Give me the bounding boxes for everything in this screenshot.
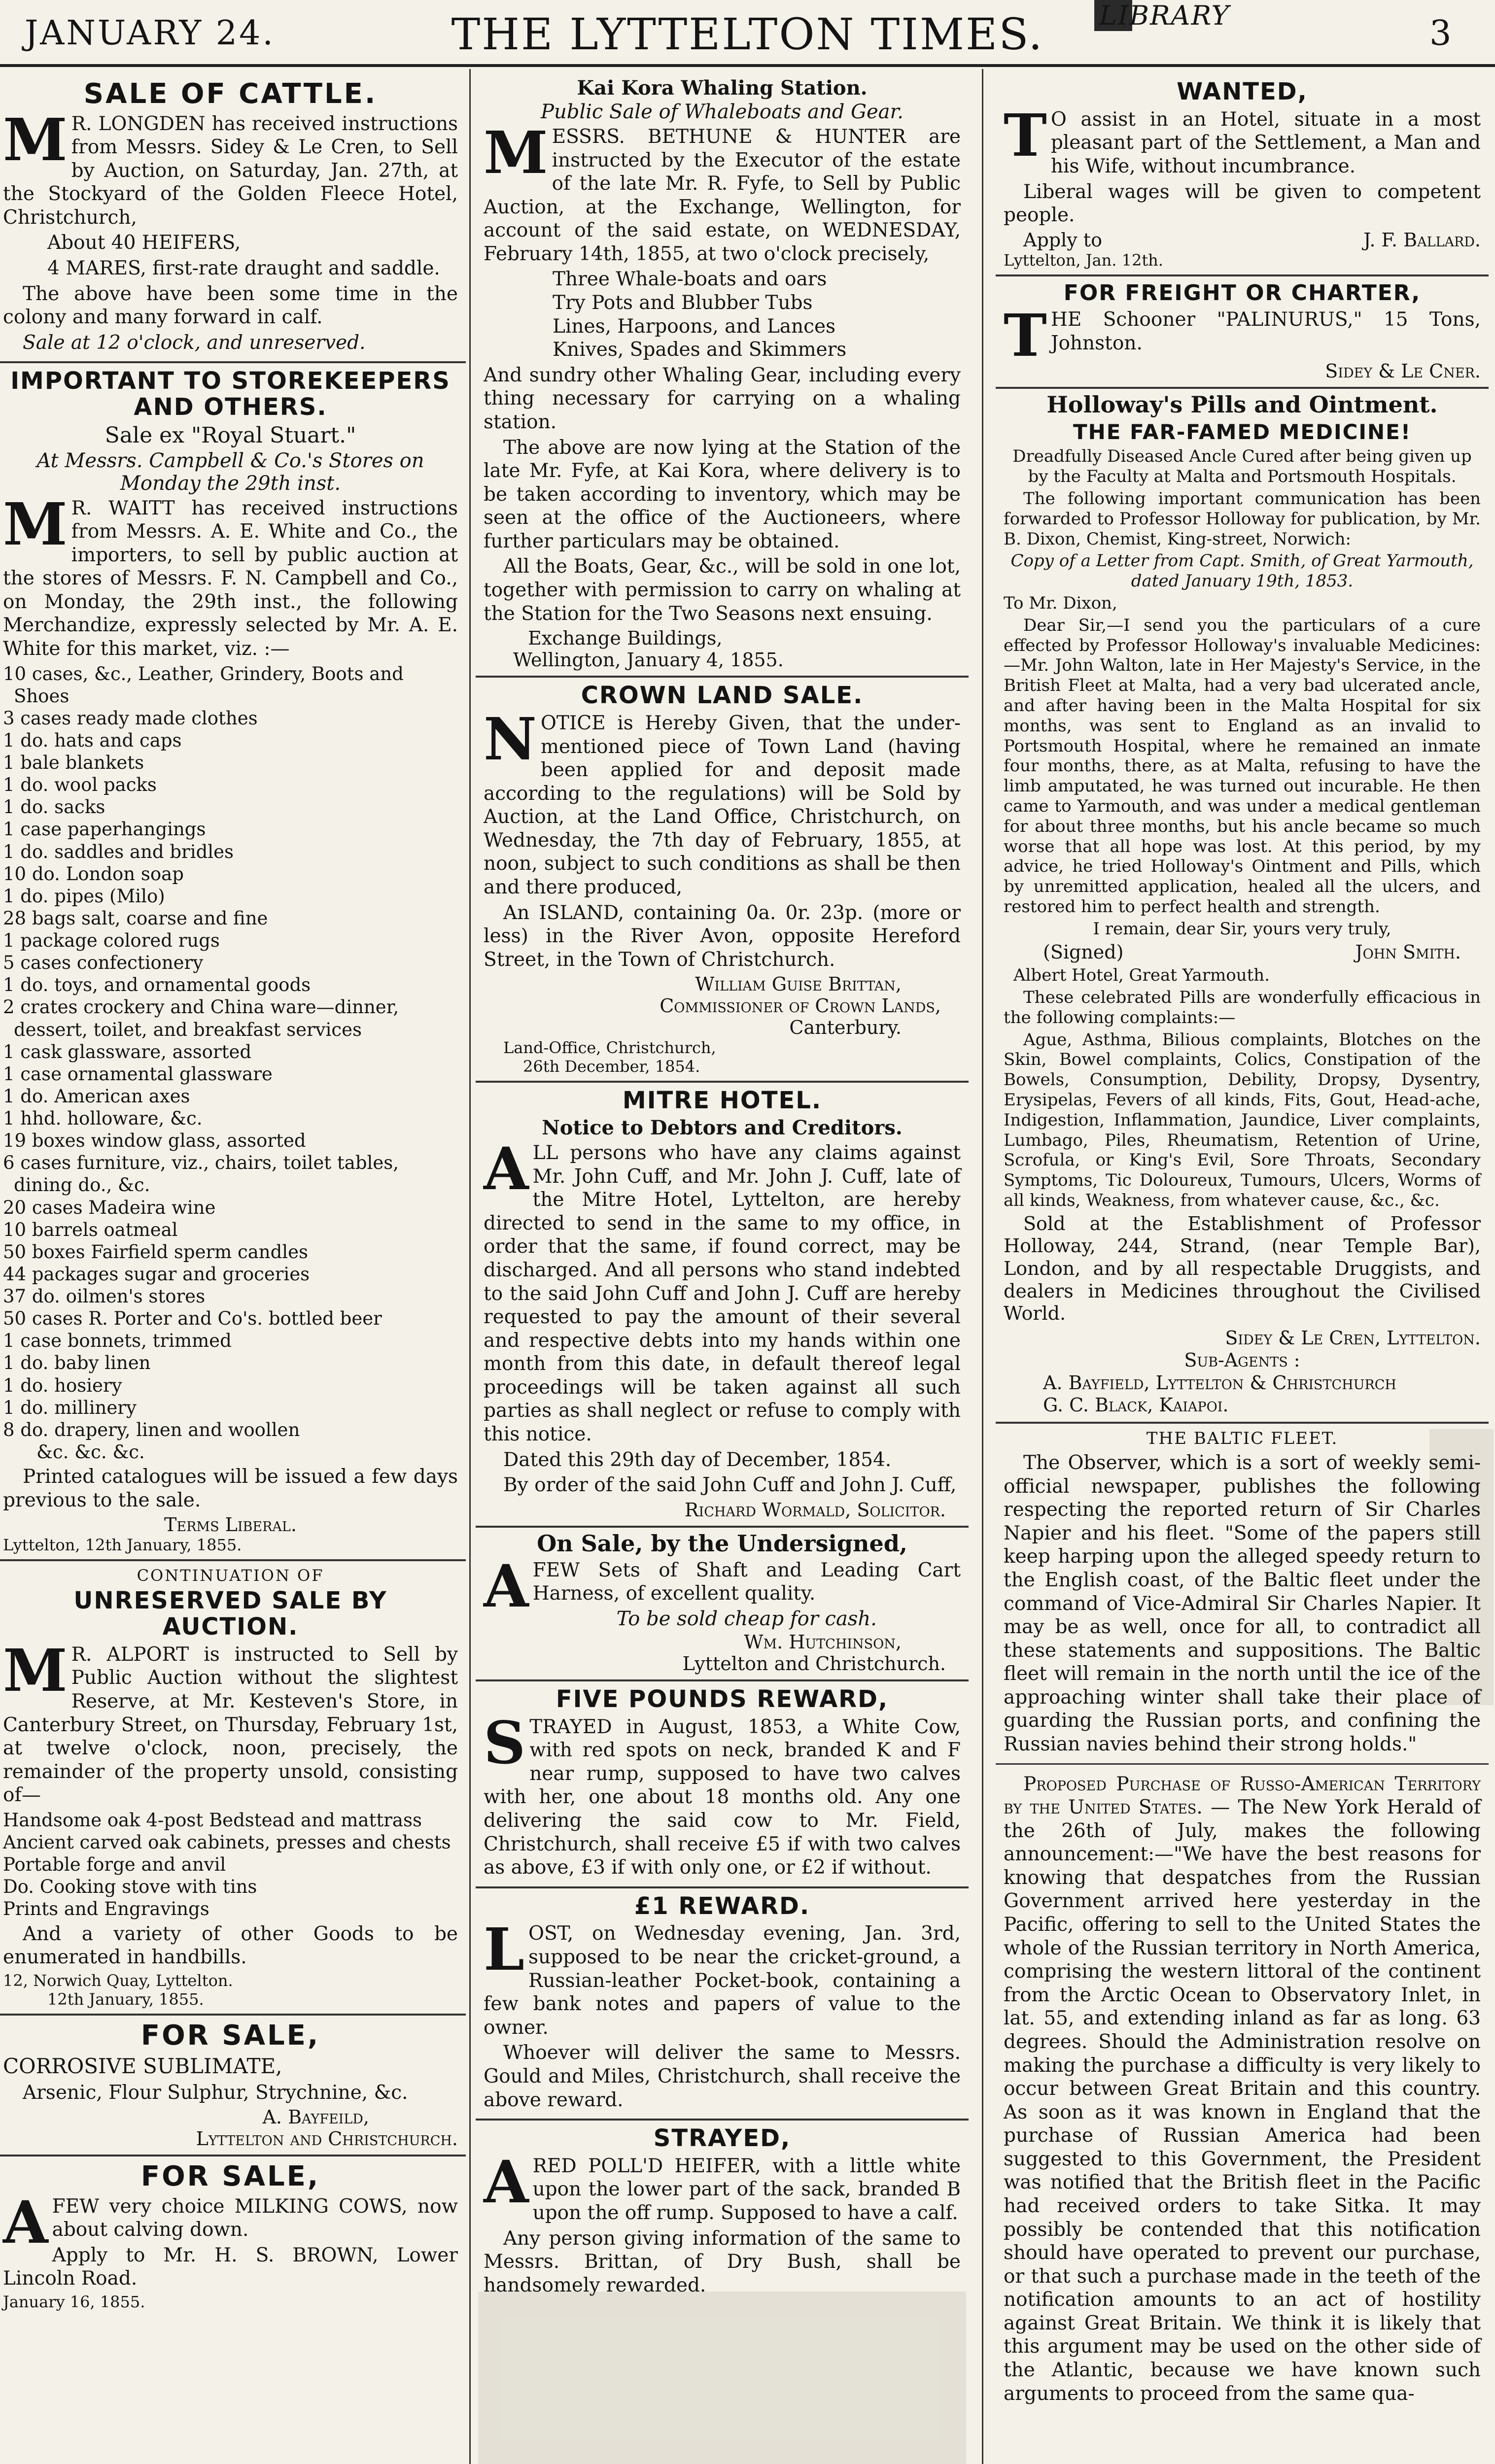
list-item: 1 bale blankets [3,752,144,774]
ad-line: Dated this 29th day of December, 1854. [503,1448,892,1471]
ad-line: Whoever will deliver the same to Messrs. Gould and Miles, Christchurch, shall receive the above reward. [484,2042,961,2111]
ad-apply: Apply to [1023,229,1102,251]
list-item: 37 do. oilmen's stores [3,1286,206,1307]
drop-cap: T [1004,101,1047,170]
ad-headline: Kai Kora Whaling Station. [577,76,868,100]
ad-line: An ISLAND, containing 0a. 0r. 23p. (more or less) in the River Avon, opposite Hereford Street, in the Town of Christchurch. [484,901,961,971]
ad-headline: IMPORTANT TO STOREKEEPERS AND OTHERS. [10,367,451,421]
ad-terms: Terms Liberal. [164,1514,297,1536]
ad-signature: Sidey & Le Cren, Lyttelton. [1225,1327,1481,1349]
ad-corrosive-sublimate [0,2016,466,2156]
drop-cap: A [484,2147,529,2216]
ad-subhead: To be sold cheap for cash. [616,1607,877,1630]
list-item: 19 boxes window glass, assorted [3,1130,306,1152]
list-item: Knives, Spades and Skimmers [553,339,847,361]
drop-cap: A [484,1551,529,1620]
ad-body: TRAYED in August, 1853, a White Cow, with red spots on neck, branded K and F near rump, supposed to have two calves with her, one about 18 months old. Any one delivering the said cow to Mr. Field, Christchurch, shall receive £5 if with two calves as above, £3 if with only one, or £2 if without. [484,1715,961,1879]
ad-line: Apply to Mr. H. S. BROWN, Lower Lincoln Road. [3,2244,458,2290]
ad-line: By order of the said John Cuff and John J. Cuff, [503,1474,957,1497]
ad-headline: CROWN LAND SALE. [581,682,864,710]
list-item: 6 cases furniture, viz., chairs, toilet tables, dining do., &c. [3,1152,399,1196]
list-item: 5 cases confectionery [3,952,204,974]
drop-cap: M [3,1636,68,1705]
ad-date: Lyttelton, Jan. 12th. [1004,250,1163,270]
list-item: 1 case ornamental glassware [3,1063,273,1085]
ad-signature: Richard Wormald, Solicitor. [684,1499,946,1521]
list-item: Lines, Harpoons, and Lances [553,315,836,338]
column-rule-1 [469,69,471,2464]
list-item: 28 bags salt, coarse and fine [3,907,268,929]
list-item: 44 packages sugar and groceries [3,1263,310,1285]
ad-body: OTICE is Hereby Given, that the under-mentioned piece of Town Land (having been applied for and deposit made according to the regulations) will be Sold by Auction, at the Land Office, Christchurch, on Wednesday, the 7th day of February, 1855, at noon, subject to such conditions as shall be then and there produced, [484,712,961,898]
ad-date: Lyttelton, 12th January, 1855. [3,1536,242,1555]
ad-line: 4 MARES, first-rate draught and saddle. [47,257,440,280]
ad-address: Exchange Buildings, [528,627,723,650]
list-item: 1 do. sacks [3,796,105,818]
column-2 [476,74,969,2464]
list-item: 50 cases R. Porter and Co's. bottled beer [3,1308,382,1330]
ad-milking-cows [0,2156,466,2316]
ad-cart-harness [476,1528,969,1681]
ad-storekeepers [0,363,466,1561]
drop-cap: A [484,1134,529,1203]
list-item: 1 package colored rugs [3,930,220,952]
ad-body: FEW Sets of Shaft and Leading Cart Harness, of excellent quality. [532,1559,961,1605]
ad-body: OST, on Wednesday evening, Jan. 3rd, supposed to be near the cricket-ground, a Russian-leather Pocket-book, containing a few bank notes and papers of value to the owner. [484,1922,961,2039]
merchandise-list [3,663,458,1464]
article-russo-american [996,1765,1489,2413]
list-item: &c. &c. &c. [36,1441,145,1463]
ad-signature: William Guise Brittan, [695,973,902,995]
ad-line: Sold at the Establishment of Professor Holloway, 244, Strand, (near Temple Bar), London, and by all respectable Druggists, and dealers in Medicines throughout the Civilised World. [1004,1212,1481,1325]
ad-line: To Mr. Dixon, [1004,593,1117,614]
ad-signed-row [1004,941,1481,964]
masthead-rule [0,64,1495,67]
ad-whaling-station [476,74,969,678]
ad-subhead: At Messrs. Campbell & Co.'s Stores on Monday the 29th inst. [36,449,424,495]
ad-agent: A. Bayfield, Lyttelton & Christchurch [1043,1371,1396,1394]
ad-signature: Commissioner of Crown Lands, [660,995,941,1017]
page-number: 3 [1429,13,1452,53]
ad-line: Copy of a Letter from Capt. Smith, of Great Yarmouth, dated January 19th, 1853. [1010,551,1474,591]
ad-subhead: Public Sale of Whaleboats and Gear. [541,101,904,123]
list-item: Three Whale-boats and oars [553,268,827,291]
ad-date: January 16, 1855. [3,2293,145,2311]
list-item: Do. Cooking stove with tins [3,1876,257,1898]
newspaper-title: THE LYTTELTON TIMES. [451,9,1044,60]
ad-line: The following important communication has been forwarded to Professor Holloway for publication, by Mr. B. Dixon, Chemist, King-street, Norwich: [1004,489,1481,549]
list-item: Handsome oak 4-post Bedstead and mattrass [3,1809,422,1831]
list-item: 1 do. saddles and bridles [3,841,234,862]
ad-crown-land-sale [476,678,969,1083]
list-item: 1 do. hats and caps [3,729,182,751]
column-rule-2 [982,69,983,2464]
ad-subagents: Sub-Agents : [1184,1349,1300,1371]
article-lead: Proposed Purchase of Russo-American Territory by the United States. [1004,1773,1481,1819]
list-item: 1 do. American axes [3,1085,190,1107]
ad-date: 12th January, 1855. [47,1989,204,2009]
list-item: 50 boxes Fairfield sperm candles [3,1241,309,1263]
list-item: 1 do. toys, and ornamental goods [3,974,311,996]
list-item: 1 do. baby linen [3,1352,151,1374]
ad-headline: FOR SALE, [140,2160,320,2193]
ad-line: The above have been some time in the colony and many forward in calf. [3,282,458,329]
column-3 [996,74,1489,2464]
ad-headline: STRAYED, [653,2124,791,2153]
ad-headline: WANTED, [1177,78,1308,105]
ad-date: 26th December, 1854. [523,1057,700,1076]
ad-signature: A. Bayfeild, [262,2106,369,2128]
ad-letter: Dear Sir,—I send you the particulars of a cure effected by Professor Holloway's invaluable Medicines:—Mr. John Walton, late in Her Majesty's Service, in the British Fleet at Malta, had a very bad ulcerated ancle, and after having been in the Malta Hospital for six months, was sent to England as an invalid to Portsmouth Hospital, where he remained an inmate four months, there, as at Malta, refusing to have the limb amputated, he was turned out incurable. He then came to Yarmouth, and was under a medical gentleman for about three months, but his ancle became so much worse that all hope was lost. At this period, by my advice, he tried Holloway's Ointment and Pills, which by unremitted application, healed all the ulcers, and restored him to perfect health and strength. [1004,615,1481,917]
ad-headline: £1 REWARD. [634,1892,810,1920]
ad-line: Albert Hotel, Great Yarmouth. [1013,965,1270,986]
ad-headline: FIVE POUNDS REWARD, [556,1685,889,1713]
ad-holloway-pills [996,389,1489,1424]
drop-cap: M [3,105,68,174]
list-item: 1 do. pipes (Milo) [3,885,165,907]
issue-date: JANUARY 24. [25,14,275,53]
ad-body: O assist in an Hotel, situate in a most pleasant part of the Settlement, a Man and his Wife, without incumbrance. [1050,108,1481,177]
ad-headline: On Sale, by the Undersigned, [537,1530,907,1557]
ad-freight-charter [996,276,1489,389]
list-item: 1 do. hosiery [3,1374,122,1396]
ad-line: CORROSIVE SUBLIMATE, [3,2054,282,2079]
ad-headline: SALE OF CATTLE. [83,78,378,110]
ad-body: R. WAITT has received instructions from Messrs. A. E. White and Co., the importers, to sell by public auction at the stores of Messrs. F. N. Campbell and Co., on Monday, the 29th inst., the following Merchandize, expressly selected by Mr. A. E. White for this market, viz. :— [3,497,458,660]
ad-apply-row [1004,229,1481,251]
ad-pre-headline: CONTINUATION OF [137,1566,324,1585]
ad-line: Sale at 12 o'clock, and unreserved. [23,331,366,354]
ad-signature: Wm. Hutchinson, [744,1631,902,1653]
ad-mitre-hotel [476,1083,969,1527]
list-item: 1 case paperhangings [3,819,206,840]
ad-body: LL persons who have any claims against Mr. John Cuff, and Mr. John J. Cuff, late of the Mitre Hotel, Lyttelton, are hereby directed to send in the same to my office, in order that the same, if found correct, may be discharged. And all persons who stand indebted to the said John Cuff and John J. Cuff are hereby requested to pay the amount of their several and respective debts into my hands within one month from this date, in default thereof legal proceedings will be taken against all such parties as shall neglect or refuse to comply with this notice. [484,1142,961,1446]
ad-date: Wellington, January 4, 1855. [513,649,784,671]
list-item: 10 barrels oatmeal [3,1219,178,1240]
ad-lead: Dreadfully Diseased Ancle Cured after being given up by the Faculty at Malta and Portsmouth Hospitals. [1012,446,1472,487]
article-body: — The New York Herald of the 26th of July, makes the following announcement:—"We have the best reasons for knowing that despatches from the Russian Government arrived here yesterday in the Pacific, offering to sell to the United States the whole of the Russian territory in North America, comprising the western littoral of the continent from the Arctic Ocean to Observatory Inlet, in lat. 55, and extending inland as far as long. 63 degrees. Should the Administration resolve on making the purchase a difficulty is very likely to occur between Great Britain and this country. As soon as it was known in England that the purchase of Russian America had been suggested to this Government, the President was notified that the British fleet in the Pacific had received orders to take Sitka. It may possibly be contended that this notification should have operated to prevent our purchase, or that such a purchase made in the teeth of the notification amounts to an act of hostility against Great Britain. We think it is likely that this argument may be used on the other side of the Atlantic, because we have known such arguments to proceed from the same qua- [1004,1796,1481,2405]
ad-signature: John Smith. [1355,941,1461,963]
ad-body: HE Schooner "PALINURUS," 15 Tons, Johnston. [1050,308,1481,354]
column-1 [0,74,466,2464]
drop-cap: M [3,489,68,558]
list-item: 8 do. drapery, linen and woollen [3,1419,300,1440]
ad-line: Any person giving information of the same to Messrs. Brittan, of Dry Bush, shall be handsomely rewarded. [484,2227,961,2296]
drop-cap: M [484,118,548,187]
drop-cap: T [1004,301,1047,370]
ad-signature: Canterbury. [789,1017,902,1039]
list-item: 1 hhd. holloware, &c. [3,1108,203,1129]
ad-strayed-heifer [476,2121,969,2304]
article-headline: THE BALTIC FLEET. [1146,1429,1338,1449]
ad-line: Liberal wages will be given to competent people. [1004,180,1481,227]
list-item: 1 do. millinery [3,1397,137,1418]
list-item: 1 do. wool packs [3,774,157,796]
ad-subhead: THE FAR-FAMED MEDICINE! [1073,420,1412,445]
ad-line: I remain, dear Sir, yours very truly, [1093,919,1391,939]
library-stamp: LIBRARY [1094,0,1230,31]
article-body: The Observer, which is a sort of weekly semi-official newspaper, publishes the following respecting the reported return of Sir Charles Napier and his fleet. "Some of the papers still keep harping upon the alleged speedy return to the English coast, of the Baltic fleet under the command of Vice-Admiral Sir Charles Napier. It may be as well, once for all, to contradict all these statements and suppositions. The Baltic fleet will remain in the north until the ice of the approaching winter shall take their place of guarding the Russian ports, and confining the Russian navies behind their strong holds." [1004,1452,1481,1756]
drop-cap: S [484,1708,526,1777]
ad-complaints: Ague, Asthma, Bilious complaints, Blotches on the Skin, Bowel complaints, Colics, Constipation of the Bowels, Consumption, Debility, Dropsy, Dysentry, Erysipelas, Fevers of all kinds, Fits, Gout, Head-ache, Indigestion, Inflammation, Jaundice, Liver complaints, Lumbago, Piles, Rheumatism, Retention of Urine, Scrofula, or King's Evil, Sore Throats, Secondary Symptoms, Tic Doloureux, Tumours, Ulcers, Worms of all kinds, Weakness, from whatever cause, &c., &c. [1004,1029,1481,1210]
list-item: 10 cases, &c., Leather, Grindery, Boots and Shoes [3,663,404,707]
list-item: 2 crates crockery and China ware—dinner, dessert, toilet, and breakfast services [3,996,399,1040]
ad-headline: FOR FREIGHT OR CHARTER, [1063,280,1421,306]
list-item: 1 case bonnets, trimmed [3,1330,232,1352]
ad-line: And a variety of other Goods to be enumerated in handbills. [3,1922,458,1969]
list-item: Ancient carved oak cabinets, presses and chests [3,1832,451,1853]
drop-cap: L [484,1915,524,1984]
ad-headline: FOR SALE, [140,2019,320,2052]
ad-line: All the Boats, Gear, &c., will be sold in one lot, together with permission to carry on whaling at the Station for the Two Seasons next ensuing. [484,555,961,625]
ad-agent: G. C. Black, Kaiapoi. [1043,1394,1229,1416]
ad-subhead: Sale ex "Royal Stuart." [104,422,356,448]
ad-signature: Lyttelton and Christchurch. [682,1652,946,1675]
ad-signature: Lyttelton and Christchurch. [196,2128,458,2150]
list-item: 20 cases Madeira wine [3,1197,216,1218]
ad-headline: Holloway's Pills and Ointment. [1046,391,1438,418]
ad-body: R. ALPORT is instructed to Sell by Public Auction without the slightest Reserve, at Mr. Kesteven's Store, in Canterbury Street, on Thursday, February 1st, at twelve o'clock, noon, precisely, the remainder of the property unsold, consisting of— [3,1643,458,1807]
ad-line: Arsenic, Flour Sulphur, Strychnine, &c. [23,2081,408,2104]
ad-wanted [996,74,1489,276]
drop-cap: N [484,704,537,773]
ad-body: R. LONGDEN has received instructions from Messrs. Sidey & Le Cren, to Sell by Auction, on Saturday, Jan. 27th, at the Stockyard of the Golden Fleece Hotel, Christchurch, [3,112,458,229]
list-item: 3 cases ready made clothes [3,707,258,729]
ad-date: Land-Office, Christchurch, [503,1038,716,1058]
ad-signature: J. F. Ballard. [1363,229,1481,251]
list-item: Portable forge and anvil [3,1854,226,1876]
masthead [0,0,1495,59]
ad-body: RED POLL'D HEIFER, with a little white upon the lower part of the sack, branded B upon the off rump. Supposed to have a calf. [532,2155,961,2224]
ad-body: FEW very choice MILKING COWS, now about calving down. [52,2195,458,2241]
ad-headline: MITRE HOTEL. [622,1087,822,1115]
ad-headline: UNRESERVED SALE BY AUCTION. [73,1587,387,1641]
ad-signed: (Signed) [1043,941,1124,963]
ad-line: About 40 HEIFERS, [47,232,241,254]
ad-alport-auction [0,1561,466,2015]
ad-line: Printed catalogues will be issued a few days previous to the sale. [3,1466,458,1511]
ad-one-pound-reward [476,1888,969,2121]
list-item: 1 cask glassware, assorted [3,1041,252,1062]
ad-line: These celebrated Pills are wonderfully efficacious in the following complaints:— [1004,987,1481,1027]
ad-signature: Sidey & Le Cner. [1325,360,1481,382]
ad-line: The above are now lying at the Station of the late Mr. Fyfe, at Kai Kora, where delivery is to be taken according to inventory, which may be seen at the office of the Auctioneers, where further particulars may be obtained. [484,436,961,552]
ad-subhead: Notice to Debtors and Creditors. [542,1116,903,1140]
list-item: Prints and Engravings [3,1898,209,1920]
ad-sale-of-cattle [0,74,466,363]
ad-address: 12, Norwich Quay, Lyttelton. [3,1971,233,1990]
list-item: 10 do. London soap [3,863,184,885]
ad-line: And sundry other Whaling Gear, including every thing necessary for carrying on a whaling station. [484,364,961,433]
ad-body: ESSRS. BETHUNE & HUNTER are instructed by the Executor of the estate of the late Mr. R. Fyfe, to Sell by Public Auction, at the Exchange, Wellington, for account of the said estate, on WEDNESDAY, February 14th, 1855, at two o'clock precisely, [484,126,961,265]
drop-cap: A [3,2188,48,2257]
list-item: Try Pots and Blubber Tubs [553,292,813,314]
article-baltic-fleet [996,1424,1489,1765]
ad-five-pounds-reward [476,1681,969,1888]
